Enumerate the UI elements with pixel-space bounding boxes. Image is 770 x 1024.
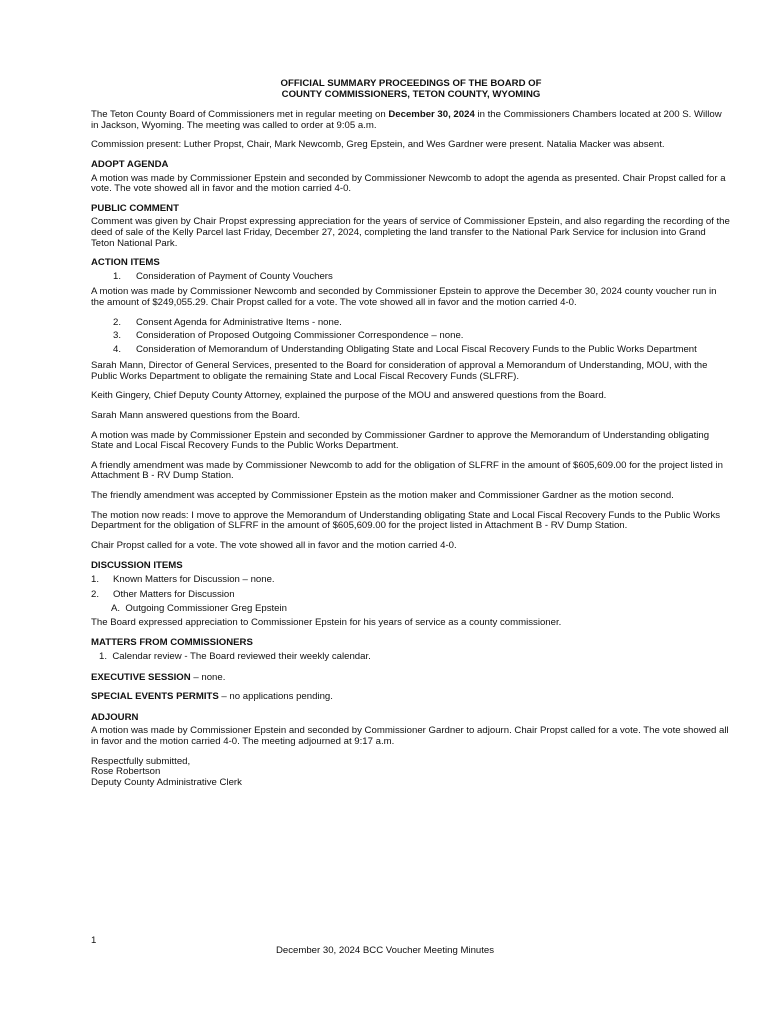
action-item-3-number: 3.	[113, 330, 122, 342]
adopt-agenda-heading: ADOPT AGENDA	[91, 158, 169, 170]
executive-session-text: – none.	[190, 671, 226, 683]
intro-post: in the Commissioners Chambers located at 200 S. Willow in Jackson, Wyoming. The meeting was called to order at 9:05 a.m.	[91, 109, 722, 131]
matters-item: 1. Calendar review - The Board reviewed their weekly calendar.	[99, 650, 371, 662]
action-item-2-text: Consent Agenda for Administrative Items - none.	[136, 316, 342, 328]
action-paragraph: Chair Propst called for a vote. The vote showed all in favor and the motion carried 4-0.	[91, 539, 457, 551]
action-item-4-number: 4.	[113, 343, 122, 355]
adopt-agenda-text: A motion was made by Commissioner Epstein and seconded by Commissioner Newcomb to adopt the agenda as presented. Chair Propst called for a vote. The vote showed all in favor and the motion carried 4-0.	[91, 172, 726, 195]
intro-paragraph	[91, 110, 731, 131]
action-paragraph: The friendly amendment was accepted by Commissioner Epstein as the motion maker and Commissioner Gardner as the motion second.	[91, 490, 674, 502]
voucher-motion-text: A motion was made by Commissioner Newcomb and seconded by Commissioner Epstein to approve the December 30, 2024 county voucher run in the amount of $249,055.29. Chair Propst called for a vote. The vote showed all in favor and the motion carried 4-0.	[91, 286, 717, 308]
discussion-item-2-text: Other Matters for Discussion	[113, 588, 235, 600]
intro-pre: The Teton County Board of Commissioners met in regular meeting on	[91, 109, 389, 121]
discussion-item-1	[91, 575, 731, 586]
action-paragraph: Sarah Mann, Director of General Services, presented to the Board for consideration of approval a Memorandum of Understanding, MOU, with the Public Works Department to obligate the remaining State and Local Fiscal Recovery Funds (SLFRF).	[91, 360, 708, 382]
discussion-item-2-number: 2.	[91, 588, 100, 600]
adjourn-text: A motion was made by Commissioner Epstein and seconded by Commissioner Gardner to adjourn. Chair Propst called for a vote. The vote showed all in favor and the motion carried 4-0. The meeting adjourned at 9:17 a.m.	[91, 725, 729, 747]
action-item-4-text: Consideration of Memorandum of Understanding Obligating State and Local Fiscal Recovery Funds to the Public Works Department	[136, 343, 697, 355]
title-line-2: COUNTY COMMISSIONERS, TETON COUNTY, WYOMING	[281, 88, 541, 100]
action-paragraph: Sarah Mann answered questions from the Board.	[91, 410, 301, 422]
action-item-1-text: Consideration of Payment of County Vouchers	[136, 270, 333, 282]
attendance-paragraph: Commission present: Luther Propst, Chair, Mark Newcomb, Greg Epstein, and Wes Gardner were present. Natalia Macker was absent.	[91, 139, 665, 151]
signature-name: Rose Robertson	[91, 766, 161, 778]
discussion-items-heading: DISCUSSION ITEMS	[91, 560, 183, 572]
public-comment-heading: PUBLIC COMMENT	[91, 202, 179, 214]
document-title	[91, 79, 731, 100]
executive-session-label: EXECUTIVE SESSION	[91, 671, 191, 683]
signature-block	[91, 757, 731, 789]
action-paragraph: The motion now reads: I move to approve the Memorandum of Understanding obligating State and Local Fiscal Recovery Funds to the Public Works Department for the obligation of SLFRF in the amount of $605,609.00 for the project listed in Attachment B - RV Dump Station.	[91, 509, 721, 532]
action-item-1	[91, 272, 731, 283]
special-events-text: – no applications pending.	[218, 691, 333, 703]
special-events-label: SPECIAL EVENTS PERMITS	[91, 691, 219, 703]
discussion-item-1-number: 1.	[91, 574, 100, 585]
action-item-3	[91, 331, 731, 342]
adjourn-heading: ADJOURN	[91, 711, 139, 723]
public-comment-text: Comment was given by Chair Propst expressing appreciation for the years of service of Commissioner Epstein, and also regarding the recording of the deed of sale of the Kelly Parcel last Friday, December 27, 2024, completing the land transfer to the National Park Service for inclusion into Grand Teton National Park.	[91, 216, 730, 249]
action-item-2-number: 2.	[113, 316, 122, 328]
signature-line-1: Respectfully submitted,	[91, 755, 191, 767]
signature-title: Deputy County Administrative Clerk	[91, 776, 242, 788]
special-events	[91, 692, 731, 703]
meeting-date: December 30, 2024	[388, 109, 475, 121]
discussion-item-2	[91, 590, 731, 601]
action-paragraph: A friendly amendment was made by Commissioner Newcomb to add for the obligation of SLFRF in the amount of $605,609.00 for the project listed in Attachment B - RV Dump Station.	[91, 459, 723, 482]
action-item-3-text: Consideration of Proposed Outgoing Commissioner Correspondence – none.	[136, 330, 464, 342]
action-item-4	[91, 345, 731, 356]
action-item-2	[91, 318, 731, 329]
discussion-item-1-text: Known Matters for Discussion – none.	[113, 574, 275, 585]
matters-heading: MATTERS FROM COMMISSIONERS	[91, 637, 253, 649]
action-item-1-number: 1.	[113, 270, 122, 282]
discussion-subitem: A. Outgoing Commissioner Greg Epstein	[111, 603, 287, 615]
document-body	[91, 79, 731, 788]
action-items-heading: ACTION ITEMS	[91, 257, 160, 269]
page-number: 1	[91, 935, 97, 946]
action-paragraph: A motion was made by Commissioner Epstein and seconded by Commissioner Gardner to approve the Memorandum of Understanding obligating State and Local Fiscal Recovery Funds to the Public Works Department.	[91, 429, 710, 452]
discussion-text: The Board expressed appreciation to Commissioner Epstein for his years of service as a county commissioner.	[91, 616, 562, 628]
footer-text: December 30, 2024 BCC Voucher Meeting Minutes	[275, 945, 495, 956]
executive-session	[91, 673, 731, 684]
title-line-1: OFFICIAL SUMMARY PROCEEDINGS OF THE BOARD OF	[280, 78, 542, 89]
action-paragraph: Keith Gingery, Chief Deputy County Attorney, explained the purpose of the MOU and answered questions from the Board.	[91, 390, 607, 402]
